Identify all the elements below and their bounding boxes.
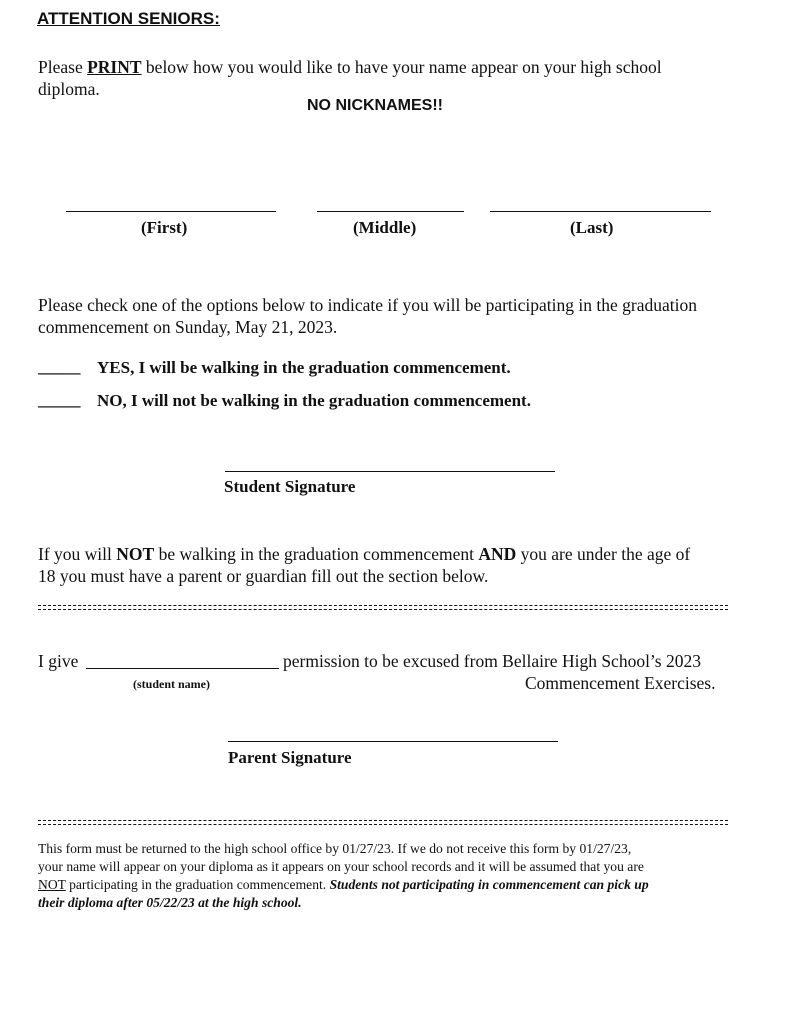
guardian-text-1: If you will	[38, 544, 117, 564]
permission-text: permission to be excused from Bellaire High School’s 2023	[283, 651, 701, 671]
commencement-exercises-text: Commencement Exercises.	[525, 673, 716, 693]
footer-text-1: This form must be returned to the high school office by 01/27/23. If we do not receive this form by 01/27/23,	[38, 841, 632, 856]
intro-text-1: Please	[38, 57, 88, 77]
first-name-field[interactable]	[66, 211, 276, 212]
guardian-text-2: be walking in the graduation commencement	[154, 544, 479, 564]
middle-name-label: (Middle)	[353, 218, 417, 237]
middle-name-field[interactable]	[317, 211, 464, 212]
guardian-text-4: 18 you must have a parent or guardian fill out the section below.	[38, 566, 489, 586]
yes-checkbox-blank[interactable]: _____	[38, 357, 81, 376]
footer-text-2: your name will appear on your diploma as it appears on your school records and it will be assumed that you are	[38, 859, 644, 874]
guardian-notice-paragraph	[38, 543, 758, 587]
last-name-field[interactable]	[490, 211, 711, 212]
first-name-label: (First)	[141, 218, 188, 237]
intro-text-3: diploma.	[38, 79, 100, 99]
footer-notice	[38, 840, 746, 912]
print-emphasis: PRINT	[87, 57, 142, 77]
intro-paragraph	[38, 56, 738, 100]
no-checkbox-blank[interactable]: _____	[38, 390, 81, 409]
footer-italic-1: Students not participating in commencement can pick up	[329, 877, 649, 892]
student-signature-field[interactable]	[225, 471, 555, 472]
no-nicknames-heading: NO NICKNAMES!!	[307, 97, 443, 114]
intro-text-2: below how you would like to have your name appear on your high school	[141, 57, 662, 77]
i-give-text: I give	[38, 651, 79, 671]
footer-not-emphasis: NOT	[38, 877, 66, 892]
participation-paragraph	[38, 294, 758, 338]
separator-line	[38, 605, 728, 610]
separator-line	[38, 820, 728, 825]
parent-signature-label: Parent Signature	[228, 748, 352, 767]
footer-text-3: participating in the graduation commencement.	[65, 877, 330, 892]
and-emphasis: AND	[478, 544, 517, 564]
guardian-text-3: you are under the age of	[516, 544, 691, 564]
student-signature-label: Student Signature	[224, 477, 356, 496]
last-name-label: (Last)	[570, 218, 614, 237]
parent-signature-field[interactable]	[228, 741, 558, 742]
footer-italic-2: their diploma after 05/22/23 at the high school.	[38, 895, 302, 910]
page-title: ATTENTION SENIORS:	[37, 9, 220, 28]
participation-text-2: commencement on Sunday, May 21, 2023.	[38, 317, 338, 337]
participation-text-1: Please check one of the options below to indicate if you will be participating in the graduation	[38, 295, 697, 315]
no-option-label: NO, I will not be walking in the graduation commencement.	[97, 391, 531, 410]
yes-option-label: YES, I will be walking in the graduation commencement.	[97, 358, 511, 377]
not-emphasis: NOT	[116, 544, 155, 564]
student-name-field[interactable]	[86, 668, 279, 669]
student-name-label: (student name)	[133, 677, 210, 691]
